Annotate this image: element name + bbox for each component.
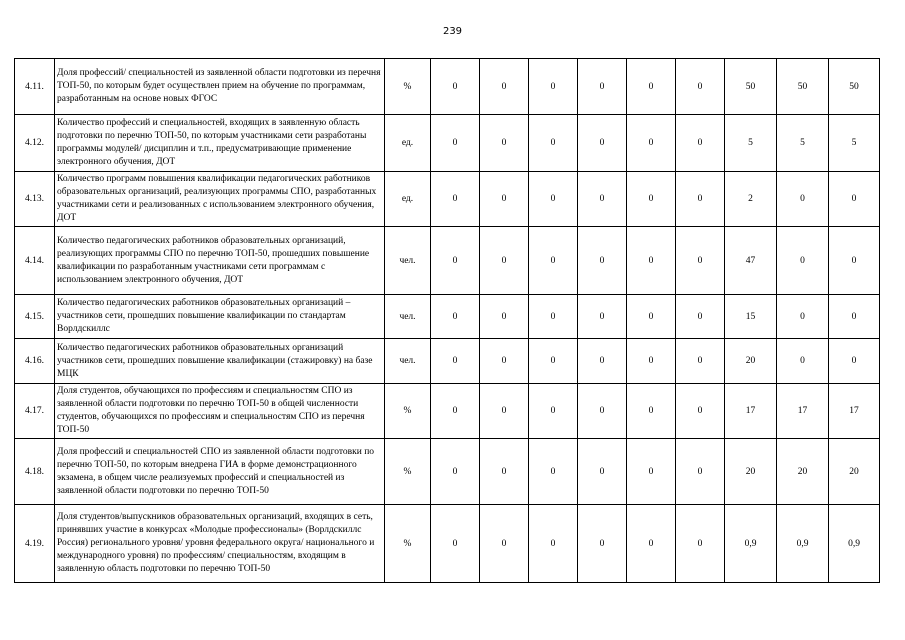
table-row <box>15 384 880 439</box>
unit-cell: % <box>385 505 431 583</box>
value-cell: 0,9 <box>777 505 829 583</box>
indicator-description: Количество педагогических работников образовательных организаций –участников сети, прошедших повышение квалификации по стандартам Ворлдскиллс <box>55 295 385 339</box>
unit-cell: % <box>385 59 431 115</box>
value-cell: 0 <box>829 172 880 227</box>
value-cell: 0 <box>676 115 725 172</box>
value-cell: 20 <box>725 339 777 384</box>
value-cell: 0 <box>431 227 480 295</box>
row-number: 4.11. <box>15 59 55 115</box>
value-cell: 5 <box>829 115 880 172</box>
unit-cell: чел. <box>385 295 431 339</box>
indicator-description: Доля профессий и специальностей СПО из заявленной области подготовки по перечню ТОП-50, по которым внедрена ГИА в форме демонстрационного экзамена, в общем числе реализуемых профессий и специальностей из заявленной области подготовки по перечню ТОП-50 <box>55 439 385 505</box>
indicator-description: Доля студентов, обучающихся по профессиям и специальностям СПО из заявленной области подготовки по перечню ТОП-50 в общей численности студентов, обучающихся по профессиям и специальностям СПО из перечня ТОП-50 <box>55 384 385 439</box>
value-cell: 0,9 <box>829 505 880 583</box>
value-cell: 0 <box>529 59 578 115</box>
value-cell: 0 <box>431 505 480 583</box>
value-cell: 0 <box>627 384 676 439</box>
value-cell: 50 <box>777 59 829 115</box>
row-number: 4.17. <box>15 384 55 439</box>
value-cell: 0 <box>627 227 676 295</box>
value-cell: 0 <box>480 295 529 339</box>
table-row <box>15 115 880 172</box>
value-cell: 0 <box>578 439 627 505</box>
value-cell: 5 <box>725 115 777 172</box>
table-row <box>15 227 880 295</box>
value-cell: 2 <box>725 172 777 227</box>
value-cell: 0 <box>529 505 578 583</box>
indicator-description: Доля студентов/выпускников образовательных организаций, входящих в сеть, принявших участие в конкурсах «Молодые профессионалы» (Ворлдскиллс Россия) регионального уровня/ уровня федерального округа/ национального и международного уровня) по профессиям/ специальностям, входящим в заявленную область подготовки по перечню ТОП-50 <box>55 505 385 583</box>
value-cell: 0 <box>480 339 529 384</box>
value-cell: 20 <box>725 439 777 505</box>
indicator-description: Количество программ повышения квалификации педагогических работников образовательных организаций, реализующих программы СПО, разработанных участниками сети и реализованных с использованием электронного обучения, ДОТ <box>55 172 385 227</box>
unit-cell: ед. <box>385 115 431 172</box>
row-number: 4.18. <box>15 439 55 505</box>
value-cell: 0 <box>777 295 829 339</box>
indicator-description: Количество педагогических работников образовательных организаций, реализующих программы СПО по перечню ТОП-50, прошедших повышение квалификации по разработанным участниками сети программам с использованием электронного обучения, ДОТ <box>55 227 385 295</box>
value-cell: 15 <box>725 295 777 339</box>
table-row <box>15 339 880 384</box>
table-row <box>15 172 880 227</box>
value-cell: 0 <box>480 439 529 505</box>
value-cell: 0 <box>676 227 725 295</box>
value-cell: 20 <box>777 439 829 505</box>
value-cell: 0 <box>480 505 529 583</box>
indicator-description: Количество педагогических работников образовательных организаций участников сети, прошедших повышение квалификации (стажировку) на базе МЦК <box>55 339 385 384</box>
value-cell: 0 <box>829 227 880 295</box>
value-cell: 0 <box>578 115 627 172</box>
value-cell: 0 <box>676 295 725 339</box>
unit-cell: чел. <box>385 339 431 384</box>
value-cell: 0 <box>480 59 529 115</box>
unit-cell: % <box>385 439 431 505</box>
value-cell: 0 <box>627 339 676 384</box>
value-cell: 0 <box>627 505 676 583</box>
value-cell: 0 <box>676 172 725 227</box>
row-number: 4.14. <box>15 227 55 295</box>
value-cell: 0 <box>431 59 480 115</box>
value-cell: 0 <box>480 115 529 172</box>
value-cell: 0,9 <box>725 505 777 583</box>
value-cell: 0 <box>529 227 578 295</box>
value-cell: 0 <box>627 439 676 505</box>
table-row <box>15 59 880 115</box>
value-cell: 0 <box>627 115 676 172</box>
value-cell: 0 <box>431 384 480 439</box>
value-cell: 50 <box>829 59 880 115</box>
value-cell: 0 <box>676 439 725 505</box>
value-cell: 0 <box>627 295 676 339</box>
value-cell: 0 <box>578 295 627 339</box>
page-number: 239 <box>442 26 463 37</box>
unit-cell: чел. <box>385 227 431 295</box>
row-number: 4.19. <box>15 505 55 583</box>
table-row <box>15 295 880 339</box>
value-cell: 0 <box>676 339 725 384</box>
row-number: 4.16. <box>15 339 55 384</box>
indicator-description: Доля профессий/ специальностей из заявленной области подготовки из перечня ТОП-50, по которым будет осуществлен прием на обучение по программам, разработанным на основе новых ФГОС <box>55 59 385 115</box>
value-cell: 0 <box>777 172 829 227</box>
value-cell: 0 <box>777 339 829 384</box>
value-cell: 0 <box>529 295 578 339</box>
unit-cell: ед. <box>385 172 431 227</box>
row-number: 4.12. <box>15 115 55 172</box>
value-cell: 0 <box>578 339 627 384</box>
value-cell: 0 <box>578 59 627 115</box>
value-cell: 0 <box>627 59 676 115</box>
value-cell: 0 <box>578 172 627 227</box>
value-cell: 0 <box>529 172 578 227</box>
value-cell: 0 <box>578 384 627 439</box>
table-row <box>15 505 880 583</box>
value-cell: 0 <box>777 227 829 295</box>
unit-cell: % <box>385 384 431 439</box>
value-cell: 0 <box>480 227 529 295</box>
value-cell: 0 <box>480 384 529 439</box>
value-cell: 20 <box>829 439 880 505</box>
value-cell: 0 <box>431 115 480 172</box>
indicators-table <box>14 58 880 583</box>
row-number: 4.15. <box>15 295 55 339</box>
value-cell: 0 <box>676 384 725 439</box>
value-cell: 0 <box>829 339 880 384</box>
value-cell: 0 <box>676 59 725 115</box>
value-cell: 17 <box>777 384 829 439</box>
value-cell: 0 <box>431 295 480 339</box>
value-cell: 17 <box>725 384 777 439</box>
value-cell: 0 <box>529 384 578 439</box>
value-cell: 0 <box>529 339 578 384</box>
value-cell: 0 <box>578 505 627 583</box>
value-cell: 0 <box>676 505 725 583</box>
value-cell: 0 <box>431 172 480 227</box>
value-cell: 5 <box>777 115 829 172</box>
indicator-description: Количество профессий и специальностей, входящих в заявленную область подготовки по перечню ТОП-50, по которым участниками сети разработаны программы модулей/ дисциплин и т.п., предусматривающие применение электронного обучения, ДОТ <box>55 115 385 172</box>
value-cell: 47 <box>725 227 777 295</box>
value-cell: 0 <box>529 439 578 505</box>
row-number: 4.13. <box>15 172 55 227</box>
value-cell: 0 <box>480 172 529 227</box>
value-cell: 0 <box>829 295 880 339</box>
value-cell: 0 <box>431 439 480 505</box>
value-cell: 0 <box>578 227 627 295</box>
value-cell: 0 <box>431 339 480 384</box>
value-cell: 0 <box>529 115 578 172</box>
table-row <box>15 439 880 505</box>
value-cell: 0 <box>627 172 676 227</box>
value-cell: 50 <box>725 59 777 115</box>
value-cell: 17 <box>829 384 880 439</box>
